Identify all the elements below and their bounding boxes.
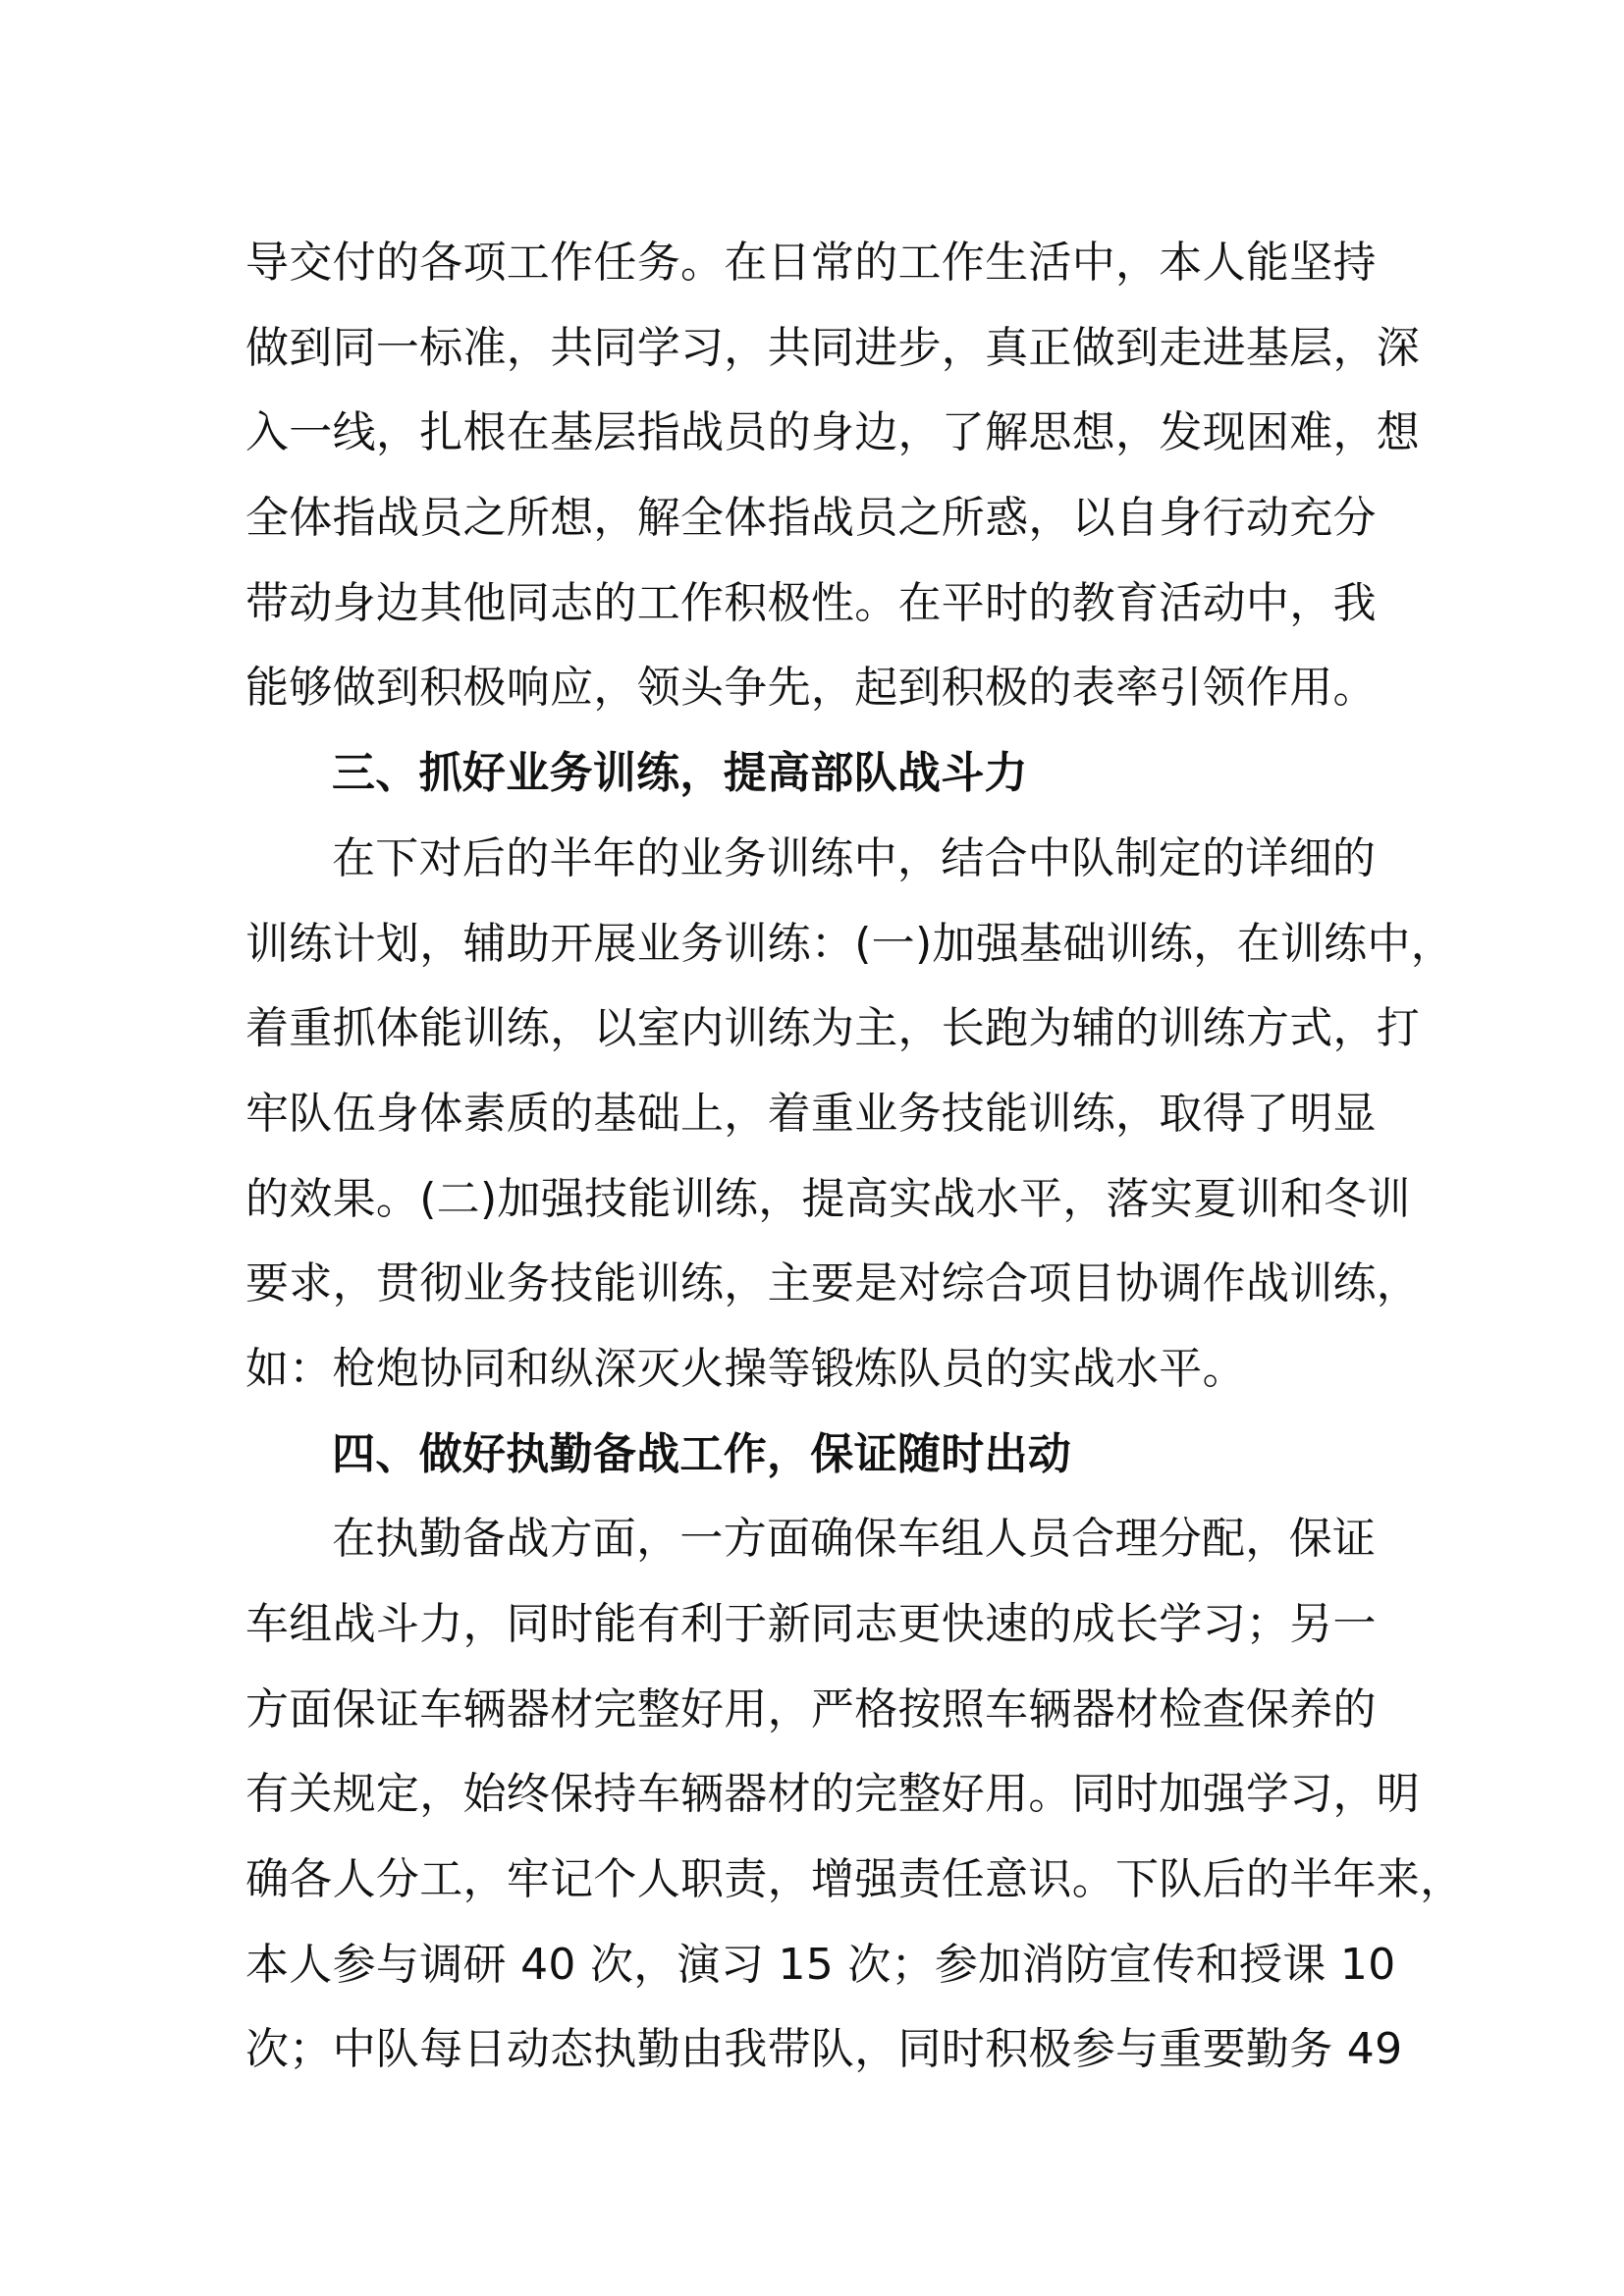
section-heading: 三、抓好业务训练，提高部队战斗力 xyxy=(332,748,1028,799)
paragraph-line: 方面保证车辆器材完整好用，严格按照车辆器材检查保养的 xyxy=(245,1683,1377,1735)
paragraph-line: 有关规定，始终保持车辆器材的完整好用。同时加强学习，明 xyxy=(245,1769,1421,1820)
paragraph-line: 着重抓体能训练，以室内训练为主，长跑为辅的训练方式，打 xyxy=(245,1003,1421,1054)
section-heading: 四、做好执勤备战工作，保证随时出动 xyxy=(332,1428,1072,1479)
paragraph-line: 导交付的各项工作任务。在日常的工作生活中，本人能坚持 xyxy=(245,238,1377,288)
paragraph-line: 在下对后的半年的业务训练中，结合中队制定的详细的 xyxy=(332,832,1377,883)
paragraph-line: 如：枪炮协同和纵深灭火操等锻炼队员的实战水平。 xyxy=(245,1343,1246,1394)
paragraph-line: 训练计划，辅助开展业务训练：(一)加强基础训练，在训练中， xyxy=(245,918,1455,969)
paragraph-line: 的效果。(二)加强技能训练，提高实战水平，落实夏训和冬训 xyxy=(245,1173,1411,1224)
paragraph-line: 入一线，扎根在基层指战员的身边，了解思想，发现困难，想 xyxy=(245,407,1421,458)
paragraph-line: 车组战斗力，同时能有利于新同志更快速的成长学习；另一 xyxy=(245,1599,1377,1649)
paragraph-line: 能够做到积极响应，领头争先，起到积极的表率引领作用。 xyxy=(245,663,1377,714)
paragraph-line: 带动身边其他同志的工作积极性。在平时的教育活动中，我 xyxy=(245,577,1377,628)
body-text xyxy=(245,221,1464,2093)
paragraph-line: 要求，贯彻业务技能训练，主要是对综合项目协调作战训练， xyxy=(245,1258,1421,1309)
paragraph-line: 次；中队每日动态执勤由我带队，同时积极参与重要勤务 49 xyxy=(245,2024,1403,2075)
paragraph-line: 确各人分工，牢记个人职责，增强责任意识。下队后的半年来， xyxy=(245,1854,1464,1905)
paragraph-line: 做到同一标准，共同学习，共同进步，真正做到走进基层，深 xyxy=(245,322,1421,373)
paragraph-line: 全体指战员之所想，解全体指战员之所惑，以自身行动充分 xyxy=(245,493,1377,544)
paragraph-line: 牢队伍身体素质的基础上，着重业务技能训练，取得了明显 xyxy=(245,1088,1377,1139)
paragraph-line: 在执勤备战方面，一方面确保车组人员合理分配，保证 xyxy=(332,1514,1377,1565)
paragraph-line: 本人参与调研 40 次，演习 15 次；参加消防宣传和授课 10 xyxy=(245,1939,1396,1990)
